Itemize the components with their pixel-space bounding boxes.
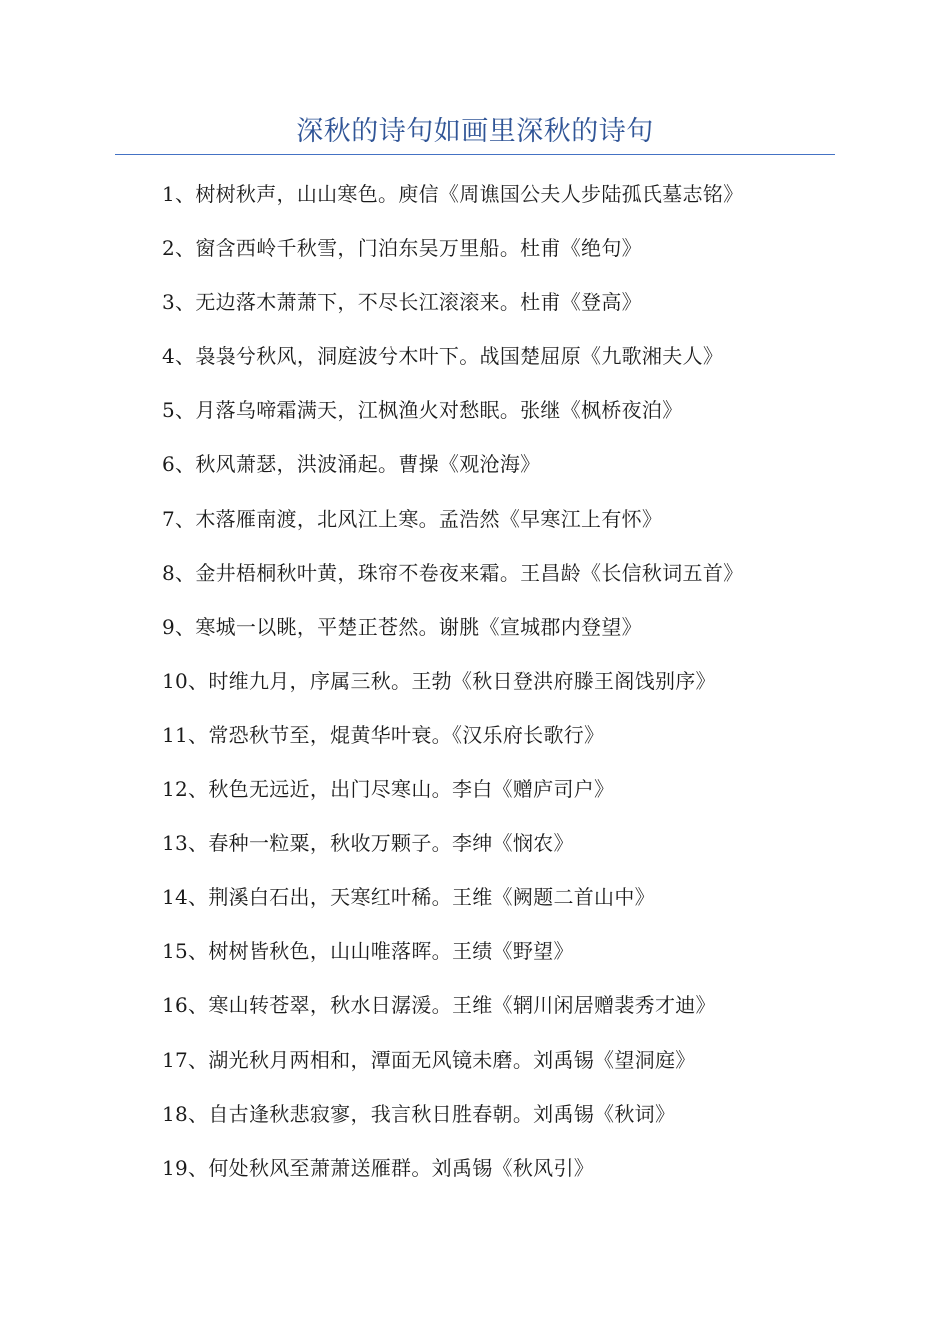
- list-item: 16、寒山转苍翠，秋水日潺湲。王维《辋川闲居赠裴秀才迪》: [162, 993, 716, 1018]
- list-item: 14、荆溪白石出，天寒红叶稀。王维《阙题二首山中》: [162, 885, 655, 910]
- list-item: 12、秋色无远近，出门尽寒山。李白《赠庐司户》: [162, 777, 615, 802]
- list-item: 3、无边落木萧萧下，不尽长江滚滚来。杜甫《登高》: [162, 290, 642, 315]
- title-underline: [115, 154, 835, 155]
- poem-list: [162, 176, 852, 1204]
- list-item: 13、春种一粒粟，秋收万颗子。李绅《悯农》: [162, 831, 574, 856]
- list-item: 17、湖光秋月两相和，潭面无风镜未磨。刘禹锡《望洞庭》: [162, 1047, 696, 1072]
- list-item: 8、金井梧桐秋叶黄，珠帘不卷夜来霜。王昌龄《长信秋词五首》: [162, 560, 744, 585]
- list-item: 9、寒城一以眺，平楚正苍然。谢朓《宣城郡内登望》: [162, 614, 642, 639]
- list-item: 7、木落雁南渡，北风江上寒。孟浩然《早寒江上有怀》: [162, 506, 663, 531]
- list-item: 4、袅袅兮秋风，洞庭波兮木叶下。战国楚屈原《九歌湘夫人》: [162, 344, 724, 369]
- list-item: 11、常恐秋节至，焜黄华叶衰。《汉乐府长歌行》: [162, 722, 605, 747]
- list-item: 19、何处秋风至萧萧送雁群。刘禹锡《秋风引》: [162, 1155, 595, 1180]
- list-item: 1、树树秋声，山山寒色。庾信《周谯国公夫人步陆孤氏墓志铭》: [162, 182, 744, 206]
- list-item: 10、时维九月，序属三秋。王勃《秋日登洪府滕王阁饯别序》: [162, 668, 716, 693]
- list-item: 5、月落乌啼霜满天，江枫渔火对愁眠。张继《枫桥夜泊》: [162, 398, 683, 423]
- page-title: 深秋的诗句如画里深秋的诗句: [296, 116, 654, 147]
- list-item: 15、树树皆秋色，山山唯落晖。王绩《野望》: [162, 939, 574, 964]
- list-item: 6、秋风萧瑟，洪波涌起。曹操《观沧海》: [162, 452, 541, 477]
- list-item: 18、自古逢秋悲寂寥，我言秋日胜春朝。刘禹锡《秋词》: [162, 1101, 676, 1126]
- list-item: 2、窗含西岭千秋雪，门泊东吴万里船。杜甫《绝句》: [162, 236, 642, 261]
